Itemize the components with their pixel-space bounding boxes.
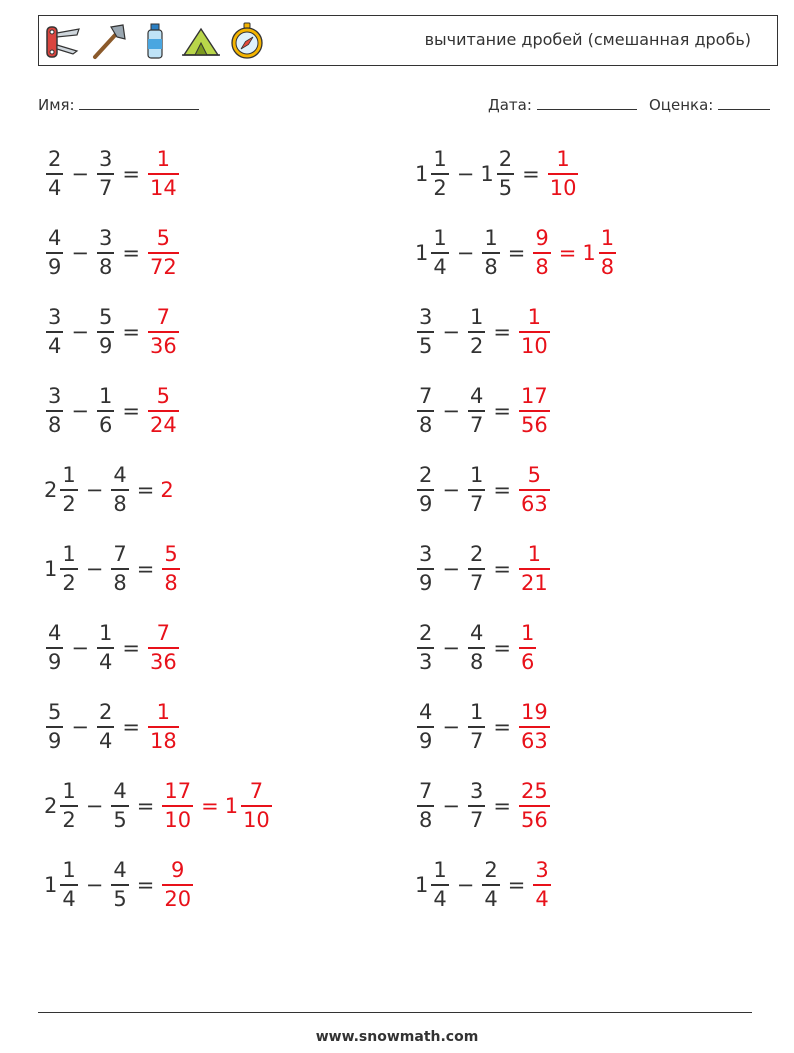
fraction [519, 623, 536, 673]
equals-sign: = [201, 794, 219, 818]
answer [531, 228, 618, 278]
denominator: 4 [484, 887, 498, 911]
answer [146, 623, 181, 673]
fraction [148, 386, 179, 436]
numerator: 7 [156, 621, 171, 645]
date-field[interactable] [488, 95, 637, 114]
fraction [548, 149, 579, 199]
answer [531, 860, 552, 910]
numerator: 2 [498, 147, 513, 171]
fraction [519, 544, 550, 594]
numerator: 4 [113, 463, 127, 487]
numerator: 1 [156, 147, 171, 171]
axe-icon [89, 21, 129, 61]
numerator: 1 [433, 226, 447, 250]
fraction [417, 702, 434, 752]
fraction [519, 781, 550, 831]
minus-sign: − [442, 320, 460, 344]
denominator: 8 [164, 571, 178, 595]
denominator: 72 [149, 255, 177, 279]
minus-sign: − [71, 715, 89, 739]
answer [146, 702, 181, 752]
numerator: 4 [113, 858, 127, 882]
fraction [97, 623, 114, 673]
footer-divider [38, 1012, 752, 1013]
problem-item [415, 144, 580, 204]
problem-item [415, 618, 538, 678]
minus-sign: − [442, 557, 460, 581]
problem-item [44, 776, 274, 836]
numerator: 1 [62, 463, 76, 487]
denominator: 8 [535, 255, 549, 279]
fraction [162, 860, 193, 910]
equals-sign: = [136, 557, 155, 581]
minus-sign: − [442, 794, 460, 818]
problem-item [44, 618, 181, 678]
minus-sign: − [71, 636, 89, 660]
problem-item [415, 460, 552, 520]
fraction [162, 781, 193, 831]
numerator: 2 [419, 463, 433, 487]
fraction [148, 623, 179, 673]
denominator: 7 [469, 492, 484, 516]
minus-sign: − [85, 794, 104, 818]
numerator: 4 [113, 779, 127, 803]
fraction [97, 149, 114, 199]
numerator: 7 [156, 305, 171, 329]
denominator: 36 [149, 334, 177, 358]
fraction [482, 860, 499, 910]
fraction [468, 702, 485, 752]
answer [160, 860, 195, 910]
numerator: 3 [48, 305, 62, 329]
numerator: 7 [419, 384, 433, 408]
equals-sign: = [493, 557, 511, 581]
numerator: 7 [113, 542, 127, 566]
problem-item [44, 460, 175, 520]
problem-item [415, 539, 552, 599]
name-blank[interactable] [79, 95, 199, 110]
minus-sign: − [456, 873, 475, 897]
numerator: 1 [62, 858, 76, 882]
numerator: 3 [98, 226, 113, 250]
equals-sign: = [122, 636, 140, 660]
numerator: 4 [419, 700, 433, 724]
equals-sign: = [493, 636, 511, 660]
denominator: 8 [419, 413, 433, 437]
header-icons [43, 19, 267, 63]
fraction [468, 544, 485, 594]
numerator: 3 [419, 542, 433, 566]
fraction [46, 386, 63, 436]
numerator: 2 [419, 621, 433, 645]
numerator: 1 [520, 621, 535, 645]
numerator: 7 [419, 779, 433, 803]
numerator: 5 [164, 542, 178, 566]
denominator: 5 [113, 887, 127, 911]
answer [146, 149, 181, 199]
minus-sign: − [456, 162, 475, 186]
minus-sign: − [456, 241, 475, 265]
minus-sign: − [442, 478, 460, 502]
numerator: 5 [156, 226, 171, 250]
whole-number: 1 [44, 557, 58, 581]
equals-sign: = [122, 320, 140, 344]
denominator: 6 [520, 650, 535, 674]
numerator: 2 [48, 147, 62, 171]
fraction [60, 860, 77, 910]
denominator: 36 [149, 650, 177, 674]
denominator: 7 [469, 808, 484, 832]
numerator: 1 [556, 147, 570, 171]
problem-item [44, 144, 181, 204]
compass-icon [227, 21, 267, 61]
numerator: 5 [48, 700, 62, 724]
answer [160, 478, 174, 502]
numerator: 19 [520, 700, 548, 724]
fraction [97, 386, 114, 436]
fraction [468, 307, 485, 357]
problem-item [44, 539, 182, 599]
answer [517, 702, 552, 752]
name-field[interactable] [38, 95, 199, 114]
denominator: 4 [433, 887, 447, 911]
answer [517, 544, 552, 594]
fraction [97, 307, 114, 357]
minus-sign: − [442, 636, 460, 660]
denominator: 4 [535, 887, 549, 911]
fraction [468, 781, 485, 831]
numerator: 3 [48, 384, 62, 408]
fraction [417, 544, 434, 594]
answer [146, 307, 181, 357]
numerator: 9 [171, 858, 185, 882]
denominator: 63 [520, 492, 548, 516]
minus-sign: − [71, 241, 89, 265]
fraction [97, 702, 114, 752]
fraction [46, 228, 63, 278]
denominator: 10 [164, 808, 192, 832]
denominator: 2 [62, 571, 76, 595]
denominator: 24 [149, 413, 177, 437]
fraction [111, 544, 128, 594]
whole-number: 2 [44, 794, 58, 818]
date-label: Дата: [488, 96, 532, 114]
denominator: 7 [469, 571, 484, 595]
fraction [519, 702, 550, 752]
minus-sign: − [71, 162, 89, 186]
minus-sign: − [85, 873, 104, 897]
answer [160, 544, 181, 594]
numerator: 5 [98, 305, 113, 329]
equals-sign: = [493, 320, 511, 344]
fraction [519, 307, 550, 357]
numerator: 1 [156, 700, 171, 724]
equals-sign: = [122, 162, 140, 186]
denominator: 2 [433, 176, 447, 200]
numerator: 7 [249, 779, 264, 803]
problem-item [415, 855, 553, 915]
denominator: 8 [600, 255, 615, 279]
answer [517, 386, 552, 436]
denominator: 56 [520, 413, 548, 437]
numerator: 4 [469, 621, 484, 645]
fraction [519, 465, 550, 515]
denominator: 9 [419, 571, 433, 595]
denominator: 8 [484, 255, 498, 279]
fraction [60, 465, 77, 515]
denominator: 8 [48, 413, 62, 437]
denominator: 8 [113, 492, 127, 516]
fraction [148, 307, 179, 357]
fraction [46, 623, 63, 673]
minus-sign: − [71, 399, 89, 423]
fraction [519, 386, 550, 436]
denominator: 9 [419, 492, 433, 516]
numerator: 9 [535, 226, 549, 250]
answer [517, 623, 538, 673]
denominator: 4 [98, 729, 113, 753]
denominator: 9 [98, 334, 113, 358]
fraction [468, 386, 485, 436]
fraction [482, 228, 499, 278]
numerator: 1 [600, 226, 615, 250]
date-blank[interactable] [537, 95, 637, 110]
numerator: 1 [469, 463, 484, 487]
answer [146, 228, 181, 278]
worksheet-title: вычитание дробей (смешанная дробь) [424, 30, 751, 49]
numerator: 1 [98, 621, 113, 645]
whole-number: 1 [224, 794, 239, 818]
denominator: 8 [113, 571, 127, 595]
fraction [417, 386, 434, 436]
fraction [417, 465, 434, 515]
equals-sign: = [122, 399, 140, 423]
footer-url: www.snowmath.com [315, 1029, 479, 1045]
whole-number: 2 [44, 478, 58, 502]
name-label: Имя: [38, 96, 75, 114]
numerator: 1 [469, 305, 484, 329]
equals-sign: = [507, 241, 526, 265]
whole-number: 1 [582, 241, 596, 265]
denominator: 2 [469, 334, 484, 358]
numerator: 4 [48, 226, 62, 250]
numerator: 4 [469, 384, 484, 408]
fraction [60, 544, 77, 594]
numerator: 1 [469, 700, 484, 724]
whole-number: 1 [415, 241, 429, 265]
fraction [431, 860, 448, 910]
denominator: 9 [48, 729, 62, 753]
answer [517, 465, 552, 515]
fraction [431, 149, 448, 199]
numerator: 1 [484, 226, 498, 250]
denominator: 20 [164, 887, 192, 911]
grade-field[interactable] [649, 95, 770, 114]
denominator: 5 [419, 334, 433, 358]
minus-sign: − [442, 715, 460, 739]
fraction [111, 860, 128, 910]
numerator: 1 [433, 147, 447, 171]
answer [517, 307, 552, 357]
denominator: 7 [98, 176, 113, 200]
denominator: 10 [520, 334, 548, 358]
denominator: 4 [48, 176, 62, 200]
numerator: 17 [164, 779, 192, 803]
problem-item [415, 381, 552, 441]
equals-sign: = [493, 715, 511, 739]
fraction [46, 307, 63, 357]
numerator: 1 [98, 384, 113, 408]
water-bottle-icon [135, 21, 175, 61]
fraction [431, 228, 448, 278]
denominator: 21 [520, 571, 548, 595]
tent-icon [181, 21, 221, 61]
fraction [111, 781, 128, 831]
denominator: 2 [62, 808, 76, 832]
equals-sign: = [493, 794, 511, 818]
denominator: 10 [243, 808, 270, 832]
equals-sign: = [136, 478, 155, 502]
minus-sign: − [85, 557, 104, 581]
numerator: 4 [48, 621, 62, 645]
whole-number: 1 [44, 873, 58, 897]
denominator: 9 [48, 255, 62, 279]
denominator: 7 [469, 413, 484, 437]
denominator: 4 [98, 650, 113, 674]
whole-number: 1 [415, 873, 429, 897]
denominator: 4 [62, 887, 76, 911]
numerator: 3 [419, 305, 433, 329]
fraction [417, 307, 434, 357]
minus-sign: − [71, 320, 89, 344]
numerator: 3 [469, 779, 484, 803]
denominator: 9 [48, 650, 62, 674]
numerator: 17 [520, 384, 548, 408]
denominator: 2 [62, 492, 76, 516]
numerator: 1 [433, 858, 447, 882]
fraction [468, 465, 485, 515]
minus-sign: − [85, 478, 104, 502]
numerator: 2 [484, 858, 498, 882]
denominator: 9 [419, 729, 433, 753]
denominator: 8 [98, 255, 113, 279]
equals-sign: = [122, 241, 140, 265]
problem-item [44, 381, 181, 441]
problem-item [415, 776, 552, 836]
denominator: 63 [520, 729, 548, 753]
whole-number: 1 [480, 162, 494, 186]
denominator: 5 [498, 176, 513, 200]
numerator: 1 [527, 542, 542, 566]
equals-sign: = [493, 478, 511, 502]
denominator: 7 [469, 729, 484, 753]
grade-blank[interactable] [718, 95, 770, 110]
fraction [46, 702, 63, 752]
fraction [148, 228, 179, 278]
fraction [241, 781, 272, 831]
denominator: 6 [98, 413, 113, 437]
problem-item [44, 697, 181, 757]
whole-number: 1 [415, 162, 429, 186]
numerator: 1 [62, 542, 76, 566]
fraction [111, 465, 128, 515]
fraction [97, 228, 114, 278]
denominator: 10 [549, 176, 577, 200]
pocket-knife-icon [43, 21, 83, 61]
numerator: 1 [62, 779, 76, 803]
minus-sign: − [442, 399, 460, 423]
fraction [497, 149, 514, 199]
equals-sign: = [558, 241, 577, 265]
denominator: 5 [113, 808, 127, 832]
equals-sign: = [136, 794, 155, 818]
problem-item [44, 302, 181, 362]
problem-item [415, 223, 618, 283]
fraction [533, 860, 550, 910]
denominator: 56 [520, 808, 548, 832]
equals-sign: = [136, 873, 155, 897]
numerator: 5 [156, 384, 171, 408]
equals-sign: = [122, 715, 140, 739]
denominator: 4 [433, 255, 447, 279]
answer [517, 781, 552, 831]
problem-item [44, 223, 181, 283]
denominator: 8 [419, 808, 433, 832]
grade-label: Оценка: [649, 96, 714, 114]
fraction [599, 228, 616, 278]
fraction [60, 781, 77, 831]
answer [146, 386, 181, 436]
worksheet-header [38, 15, 778, 66]
fraction [533, 228, 550, 278]
fraction [148, 702, 179, 752]
denominator: 8 [469, 650, 484, 674]
numerator: 25 [520, 779, 548, 803]
problem-item [415, 697, 552, 757]
denominator: 4 [48, 334, 62, 358]
fraction [417, 623, 434, 673]
answer [160, 781, 273, 831]
whole-number: 2 [160, 478, 174, 502]
equals-sign: = [493, 399, 511, 423]
numerator: 2 [469, 542, 484, 566]
fraction [417, 781, 434, 831]
numerator: 3 [98, 147, 113, 171]
denominator: 3 [419, 650, 433, 674]
numerator: 3 [535, 858, 549, 882]
equals-sign: = [507, 873, 526, 897]
numerator: 2 [98, 700, 113, 724]
fraction [46, 149, 63, 199]
answer [546, 149, 581, 199]
problem-item [415, 302, 552, 362]
problem-item [44, 855, 195, 915]
fraction [148, 149, 179, 199]
denominator: 18 [149, 729, 177, 753]
numerator: 1 [527, 305, 542, 329]
fraction [162, 544, 179, 594]
denominator: 14 [149, 176, 177, 200]
fraction [468, 623, 485, 673]
numerator: 5 [527, 463, 542, 487]
equals-sign: = [522, 162, 540, 186]
